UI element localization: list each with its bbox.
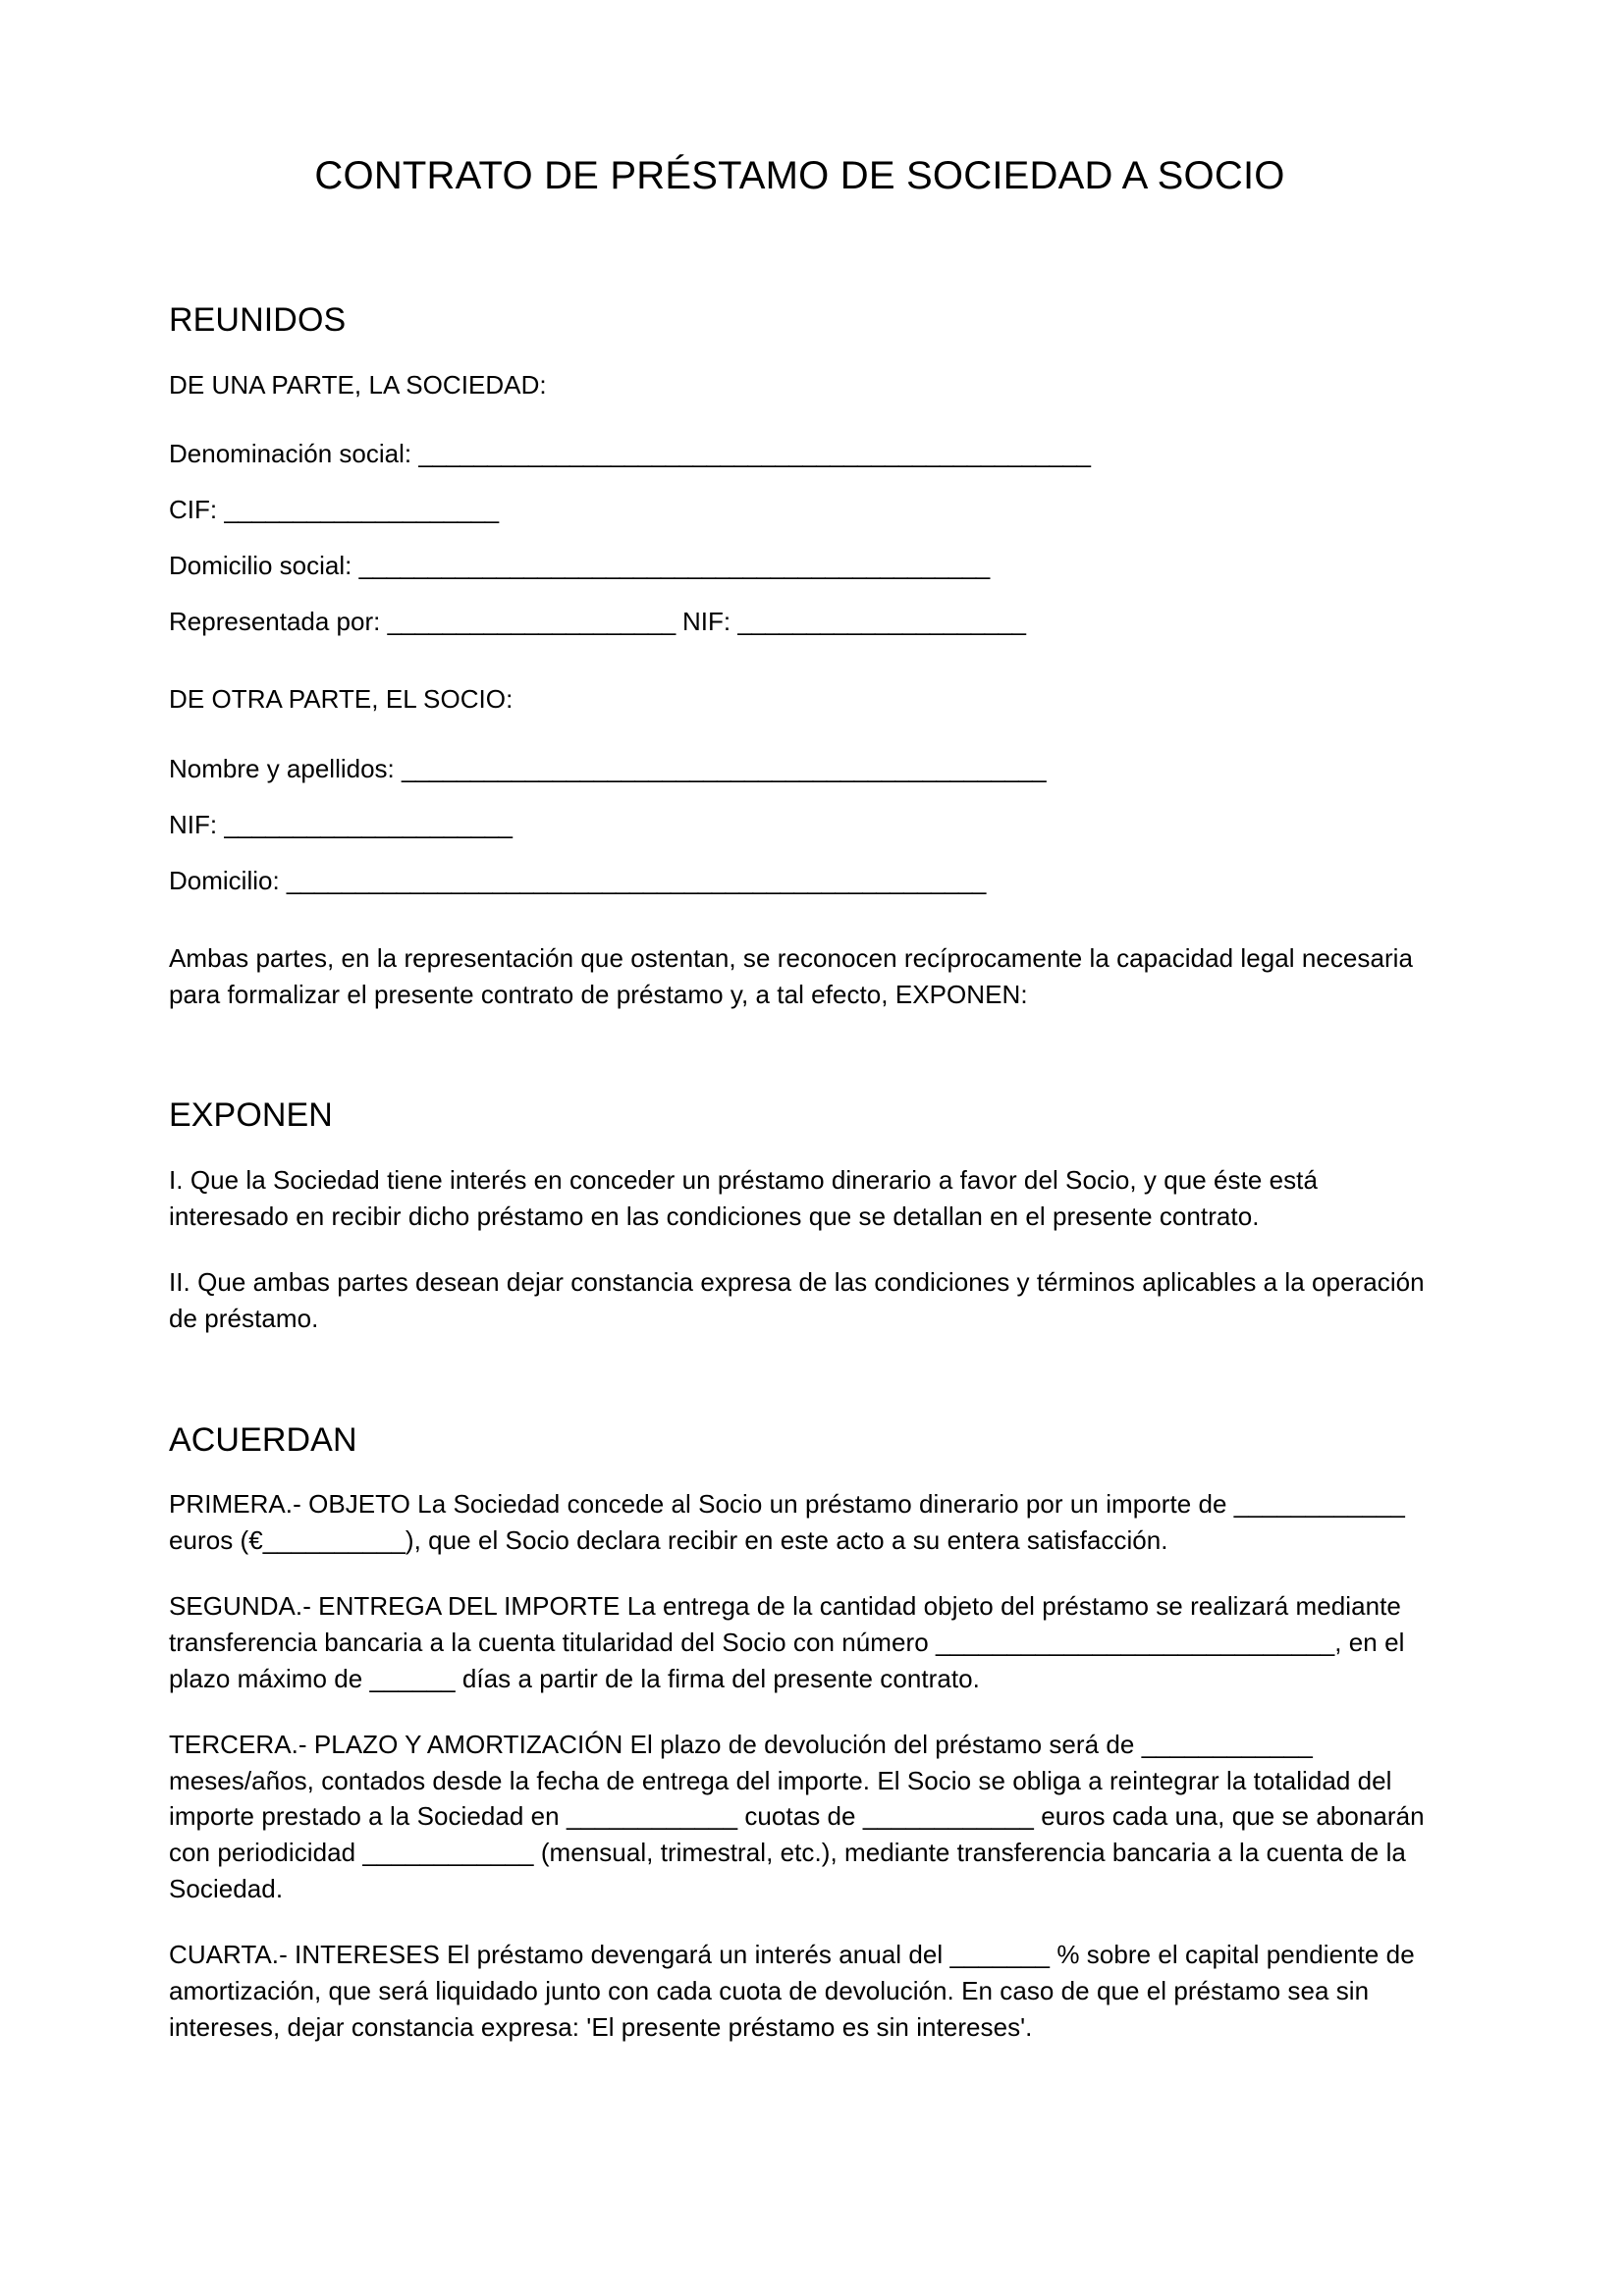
exponen-item-i: I. Que la Sociedad tiene interés en conceder un préstamo dinerario a favor del Socio, y que éste está interesado en recibir dicho préstamo en las condiciones que se detallan en el presente contrato. bbox=[169, 1164, 1318, 1231]
field-denominacion-social bbox=[169, 436, 1431, 472]
field-domicilio-socio bbox=[169, 863, 1431, 899]
exponen-item-ii: II. Que ambas partes desean dejar constancia expresa de las condiciones y términos aplicables a la operación de préstamo. bbox=[169, 1266, 1425, 1333]
page-title: CONTRATO DE PRÉSTAMO DE SOCIEDAD A SOCIO bbox=[314, 154, 1285, 197]
field-cif bbox=[169, 492, 1431, 528]
field-label-nif: NIF: bbox=[675, 607, 738, 637]
field-label: Domicilio: bbox=[169, 865, 287, 895]
field-blank[interactable]: ____________________ bbox=[224, 495, 499, 525]
party-label-member: DE OTRA PARTE, EL SOCIO: bbox=[169, 684, 514, 715]
field-blank[interactable]: _______________________________________________ bbox=[402, 753, 1047, 783]
field-blank[interactable]: ___________________________________________________ bbox=[286, 865, 986, 895]
section-heading-reunidos: REUNIDOS bbox=[169, 301, 347, 339]
field-label: NIF: bbox=[169, 809, 225, 839]
spacer bbox=[169, 843, 1431, 863]
field-label: Representada por: bbox=[169, 607, 388, 637]
field-blank-nif[interactable]: _____________________ bbox=[737, 607, 1026, 637]
field-label: Denominación social: bbox=[169, 439, 419, 469]
spacer bbox=[169, 1137, 1431, 1162]
field-nombre-apellidos bbox=[169, 751, 1431, 787]
spacer bbox=[169, 342, 1431, 367]
spacer bbox=[169, 1235, 1431, 1264]
spacer bbox=[169, 1907, 1431, 1937]
spacer bbox=[169, 1697, 1431, 1727]
spacer bbox=[169, 1337, 1431, 1419]
field-blank[interactable]: _________________________________________________ bbox=[418, 439, 1091, 469]
spacer bbox=[169, 640, 1431, 681]
field-blank-representante[interactable]: _____________________ bbox=[387, 607, 676, 637]
spacer bbox=[169, 584, 1431, 604]
spacer bbox=[169, 199, 1431, 299]
spacer bbox=[169, 1461, 1431, 1486]
spacer bbox=[169, 1012, 1431, 1095]
spacer bbox=[169, 899, 1431, 940]
section-heading-exponen: EXPONEN bbox=[169, 1096, 333, 1135]
field-label: Nombre y apellidos: bbox=[169, 753, 402, 783]
field-blank[interactable]: ______________________________________________ bbox=[358, 551, 990, 581]
spacer bbox=[169, 787, 1431, 807]
field-label: CIF: bbox=[169, 495, 225, 525]
clause-primera: PRIMERA.- OBJETO La Sociedad concede al Socio un préstamo dinerario por un importe de ____________ euros (€__________), que el Socio declara recibir en este acto a su entera satisfacción. bbox=[169, 1489, 1405, 1555]
field-nif-socio bbox=[169, 807, 1431, 843]
spacer bbox=[169, 472, 1431, 492]
clause-cuarta: CUARTA.- INTERESES El préstamo devengará un interés anual del _______ % sobre el capital pendiente de amortización, que será liquidado junto con cada cuota de devolución. En caso de que el préstamo sea sin intereses, dejar constancia expresa: 'El presente préstamo es sin intereses'. bbox=[169, 1940, 1415, 2042]
field-domicilio-social bbox=[169, 548, 1431, 584]
clause-tercera: TERCERA.- PLAZO Y AMORTIZACIÓN El plazo de devolución del préstamo será de ____________ meses/años, contados desde la fecha de entrega del importe. El Socio se obliga a reintegrar la totalidad del importe prestado a la Sociedad en ____________ cuotas de ____________ euros cada una, que se abonarán con periodicidad ____________ (mensual, trimestral, etc.), mediante transferencia bancaria a la cuenta de la Sociedad. bbox=[169, 1729, 1425, 1904]
party-label-company: DE UNA PARTE, LA SOCIEDAD: bbox=[169, 369, 547, 400]
clause-segunda: SEGUNDA.- ENTREGA DEL IMPORTE La entrega de la cantidad objeto del préstamo se realizará mediante transferencia bancaria a la cuenta titularidad del Socio con número ____________________________, en el plazo máximo de ______ días a partir de la firma del presente contrato. bbox=[169, 1590, 1405, 1693]
paragraph-capacidad-legal: Ambas partes, en la representación que ostentan, se reconocen recíprocamente la capacidad legal necesaria para formalizar el presente contrato de préstamo y, a tal efecto, EXPONEN: bbox=[169, 942, 1414, 1009]
spacer bbox=[169, 1559, 1431, 1588]
spacer bbox=[169, 718, 1431, 751]
field-label: Domicilio social: bbox=[169, 551, 359, 581]
document-content bbox=[169, 0, 1431, 2046]
field-blank[interactable]: _____________________ bbox=[224, 809, 513, 839]
section-heading-acuerdan: ACUERDAN bbox=[169, 1420, 357, 1459]
spacer bbox=[169, 402, 1431, 436]
spacer bbox=[169, 528, 1431, 548]
field-representada-por bbox=[169, 604, 1431, 640]
